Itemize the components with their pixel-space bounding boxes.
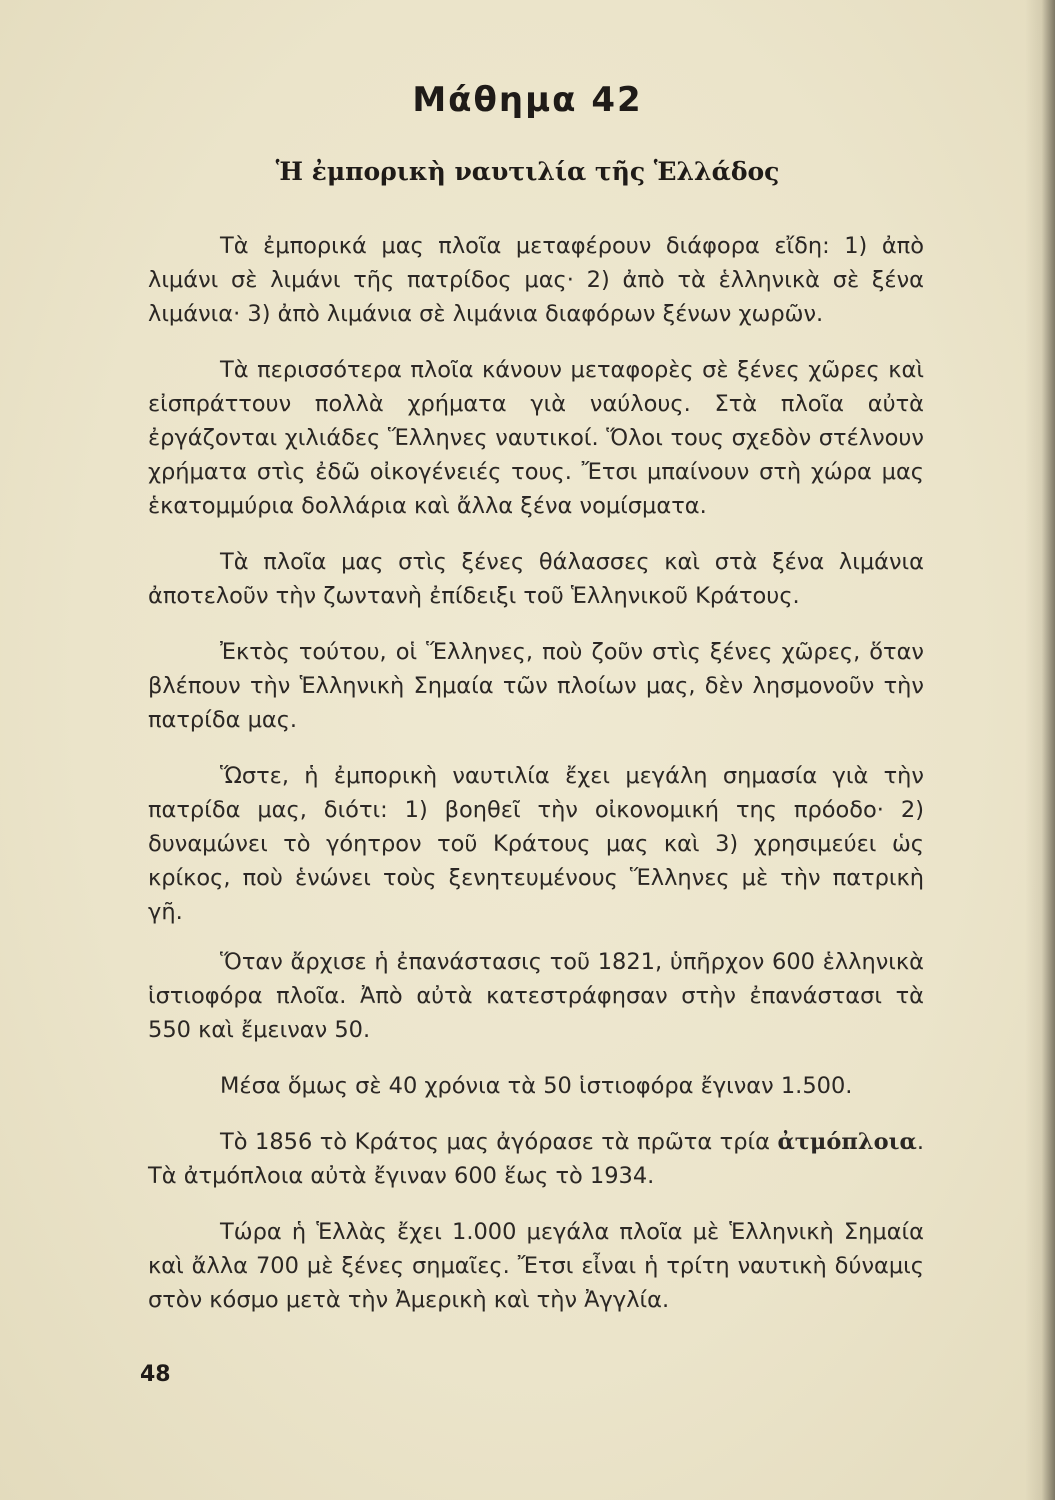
paragraph-6: Ὅταν ἄρχισε ἡ ἐπανάστασις τοῦ 1821, ὑπῆρχον 600 ἑλληνικὰ ἱστιοφόρα πλοῖα. Ἀπὸ αὐτὰ κατεστράφησαν στὴν ἐπανάστασι τὰ 550 καὶ ἔμειναν 50. xyxy=(148,949,924,1043)
page-number: 48 xyxy=(140,1362,171,1387)
paragraph-4: Ἐκτὸς τούτου, οἱ Ἕλληνες, ποὺ ζοῦν στὶς ξένες χῶρες, ὅταν βλέπουν τὴν Ἑλληνικὴ Σημαία τῶν πλοίων μας, δὲν λησμονοῦν τὴν πατρίδα μας. xyxy=(148,639,924,733)
lesson-body xyxy=(148,229,924,1339)
paragraph-8 xyxy=(148,1125,924,1193)
paragraph-3: Τὰ πλοῖα μας στὶς ξένες θάλασσες καὶ στὰ ξένα λιμάνια ἀποτελοῦν τὴν ζωντανὴ ἐπίδειξι τοῦ Ἑλληνικοῦ Κράτους. xyxy=(148,549,924,609)
paragraph-8-start: Τὸ 1856 τὸ Κράτος μας ἀγόρασε τὰ πρῶτα τρία xyxy=(220,1129,770,1155)
lesson-subtitle: Ἡ ἐμπορικὴ ναυτιλία τῆς Ἑλλάδος xyxy=(275,157,780,186)
paragraph-9: Τώρα ἡ Ἑλλὰς ἔχει 1.000 μεγάλα πλοῖα μὲ Ἑλληνικὴ Σημαία καὶ ἄλλα 700 μὲ ξένες σημαῖες. Ἔτσι εἶναι ἡ τρίτη ναυτικὴ δύναμις στὸν κόσμο μετὰ τὴν Ἀμερικὴ καὶ τὴν Ἀγγλία. xyxy=(148,1219,924,1313)
paragraph-8-end: . Τὰ ἀτμόπλοια αὐτὰ ἔγιναν 600 ἕως τὸ 1934. xyxy=(148,1129,924,1189)
bold-term-steamships: ἀτμόπλοια xyxy=(777,1129,917,1155)
paragraph-7: Μέσα ὅμως σὲ 40 χρόνια τὰ 50 ἱστιοφόρα ἔγιναν 1.500. xyxy=(220,1073,853,1099)
page-edge-shadow xyxy=(1025,0,1055,1500)
paragraph-5: Ὥστε, ἡ ἐμπορικὴ ναυτιλία ἔχει μεγάλη σημασία γιὰ τὴν πατρίδα μας, διότι: 1) βοηθεῖ τὴν οἰκονομική της πρόοδο· 2) δυναμώνει τὸ γόητρον τοῦ Κράτους μας καὶ 3) χρησιμεύει ὡς κρίκος, ποὺ ἑνώνει τοὺς ξενητευμένους Ἕλληνες μὲ τὴν πατρικὴ γῆ. xyxy=(148,763,924,925)
paragraph-1: Τὰ ἐμπορικά μας πλοῖα μεταφέρουν διάφορα εἴδη: 1) ἀπὸ λιμάνι σὲ λιμάνι τῆς πατρίδος μας· 2) ἀπὸ τὰ ἑλληνικὰ σὲ ξένα λιμάνια· 3) ἀπὸ λιμάνια σὲ λιμάνια διαφόρων ξένων χωρῶν. xyxy=(148,233,924,327)
paragraph-2: Τὰ περισσότερα πλοῖα κάνουν μεταφορὲς σὲ ξένες χῶρες καὶ εἰσπράττουν πολλὰ χρήματα γιὰ ναύλους. Στὰ πλοῖα αὐτὰ ἐργάζονται χιλιάδες Ἕλληνες ναυτικοί. Ὅλοι τους σχεδὸν στέλνουν χρήματα στὶς ἐδῶ οἰκογένειές τους. Ἔτσι μπαίνουν στὴ χώρα μας ἑκατομμύρια δολλάρια καὶ ἄλλα ξένα νομίσματα. xyxy=(148,357,924,519)
lesson-title: Μάθημα 42 xyxy=(412,80,643,120)
